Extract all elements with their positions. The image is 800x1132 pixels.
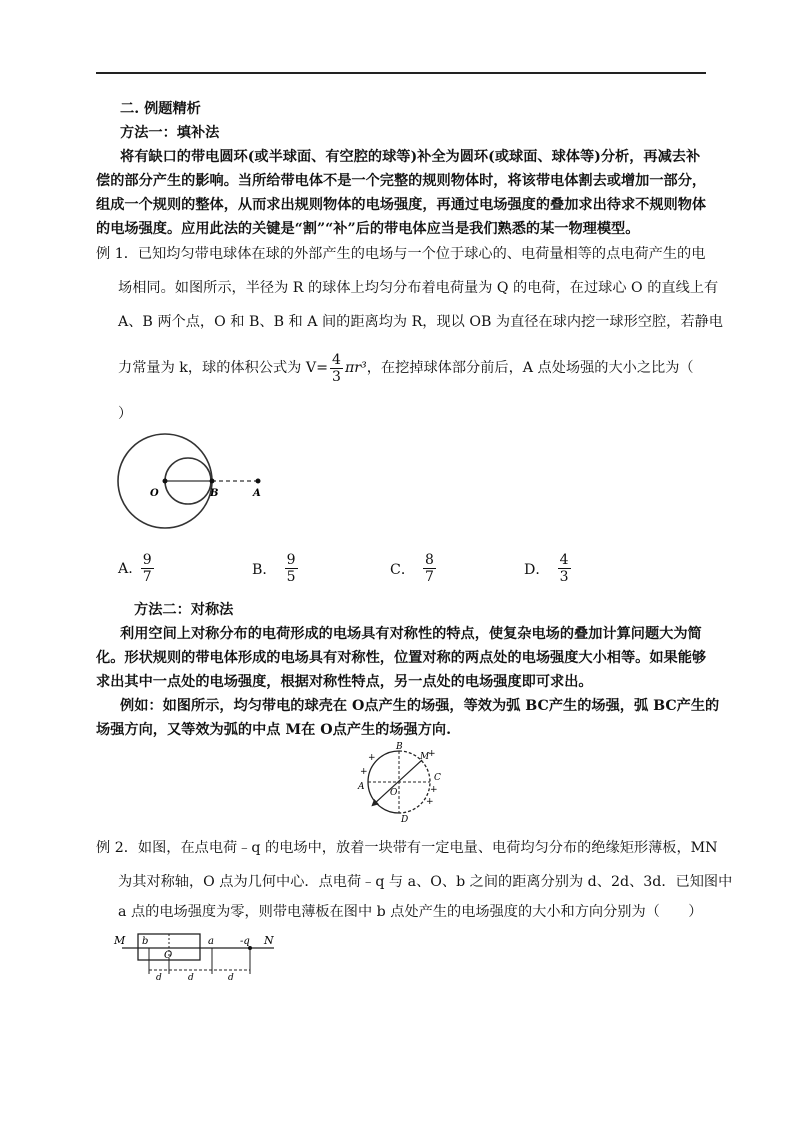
method2-example-line: 例如：如图所示，均匀带电的球壳在 O点产生的场强，等效为弧 BC产生的场强，弧 BC产生的 xyxy=(120,698,720,714)
label-m: M xyxy=(114,934,126,947)
option-c[interactable]: C． $\frac{8}{7}$ xyxy=(390,552,434,585)
example2-line: 例 2．如图，在点电荷﹣q 的电场中，放着一块带有一定电量、电荷均匀分布的绝缘矩形薄板，MN xyxy=(96,840,718,856)
label-o: O xyxy=(150,488,159,499)
option-d[interactable]: D． $\frac{4}{3}$ xyxy=(524,552,569,585)
label-a: A xyxy=(358,782,365,792)
method2-para-line: 利用空间上对称分布的电荷形成的电场具有对称性的特点，使复杂电场的叠加计算问题大为简 xyxy=(120,626,702,642)
example1-line5: ） xyxy=(118,406,133,422)
label-b: B xyxy=(210,488,219,499)
label-n: N xyxy=(264,934,274,947)
label-a: A xyxy=(253,488,261,499)
point-o xyxy=(163,479,168,484)
point-a xyxy=(256,479,261,484)
point-b xyxy=(210,479,215,484)
label-b: b xyxy=(142,936,149,947)
label-c: C xyxy=(434,773,441,783)
option-b[interactable]: B． $\frac{9}{5}$ xyxy=(252,552,296,585)
method1-para-line: 组成一个规则的整体，从而求出规则物体的电场强度，再通过电场强度的叠加求出待求不规则物体 xyxy=(96,197,707,213)
label-d: d xyxy=(188,973,194,982)
option-a-fraction: $\frac{9}{7}$ xyxy=(142,552,152,585)
plate-figure xyxy=(112,924,282,982)
plus-sign: + xyxy=(428,749,436,759)
plus-sign: + xyxy=(426,797,434,807)
plus-sign: + xyxy=(368,753,376,763)
method1-title: 方法一：填补法 xyxy=(120,125,220,141)
method2-title: 方法二：对称法 xyxy=(134,602,234,618)
label-b: B xyxy=(396,742,403,752)
section-title: 二. 例题精析 xyxy=(120,101,201,117)
example1-figure xyxy=(110,430,280,540)
method1-para-line: 偿的部分产生的影响。当所给带电体不是一个完整的规则物体时，将该带电体割去或增加一部分， xyxy=(96,173,707,189)
label-a: a xyxy=(208,936,214,947)
option-b-fraction: $\frac{9}{5}$ xyxy=(286,552,296,585)
option-c-fraction: $\frac{8}{7}$ xyxy=(425,552,434,585)
header-rule xyxy=(96,72,706,74)
example1-line4-before: 力常量为 k，球的体积公式为 V= xyxy=(118,360,329,376)
label-d: D xyxy=(401,815,409,822)
plus-sign: + xyxy=(430,785,438,795)
example2-line: 为其对称轴，O 点为几何中心．点电荷﹣q 与 a、O、b 之间的距离分别为 d、2d、3d．已知图中 xyxy=(118,874,733,890)
example1-line: 例 1．已知均匀带电球体在球的外部产生的电场与一个位于球心的、电荷量相等的点电荷产生的电 xyxy=(96,246,706,262)
label-q: -q xyxy=(240,936,250,947)
method2-para-line: 求出其中一点处的电场强度，根据对称性特点，另一点处的电场强度即可求出。 xyxy=(96,674,593,690)
example1-line: A、B 两个点，O 和 B、B 和 A 间的距离均为 R，现以 OB 为直径在球内挖一球形空腔，若静电 xyxy=(118,314,723,330)
example1-line4 xyxy=(118,350,694,386)
label-d: d xyxy=(228,973,234,982)
example1-line: 场相同。如图所示，半径为 R 的球体上均匀分布着电荷量为 Q 的电荷，在过球心 O 的直线上有 xyxy=(118,280,719,296)
shell-figure xyxy=(350,742,450,822)
example1-line4-after: ，在挖掉球体部分前后，A 点处场强的大小之比为（ xyxy=(366,360,694,376)
label-o: O xyxy=(164,950,173,961)
volume-tail: πr³ xyxy=(344,360,367,376)
plus-sign: + xyxy=(360,767,368,777)
method2-para-line: 化。形状规则的带电体形成的电场具有对称性，位置对称的两点处的电场强度大小相等。如果能够 xyxy=(96,650,707,666)
example2-line: a 点的电场强度为零，则带电薄板在图中 b 点处产生的电场强度的大小和方向分别为（ ） xyxy=(118,904,703,920)
method1-para-line: 将有缺口的带电圆环(或半球面、有空腔的球等)补全为圆环(或球面、球体等)分析，再减去补 xyxy=(120,149,701,165)
label-d: d xyxy=(156,973,162,982)
label-m: M xyxy=(420,752,430,762)
method2-example-line: 场强方向，又等效为弧的中点 M在 O点产生的场强方向. xyxy=(96,722,452,738)
label-o: O xyxy=(390,788,398,798)
volume-fraction: $\frac{4}{3}$ xyxy=(332,351,341,385)
method1-para-line: 的电场强度。应用此法的关键是“割”“补”后的带电体应当是我们熟悉的某一物理模型。 xyxy=(96,221,640,237)
option-d-fraction: $\frac{4}{3}$ xyxy=(559,552,569,585)
option-a[interactable]: A. $\frac{9}{7}$ xyxy=(118,552,152,585)
